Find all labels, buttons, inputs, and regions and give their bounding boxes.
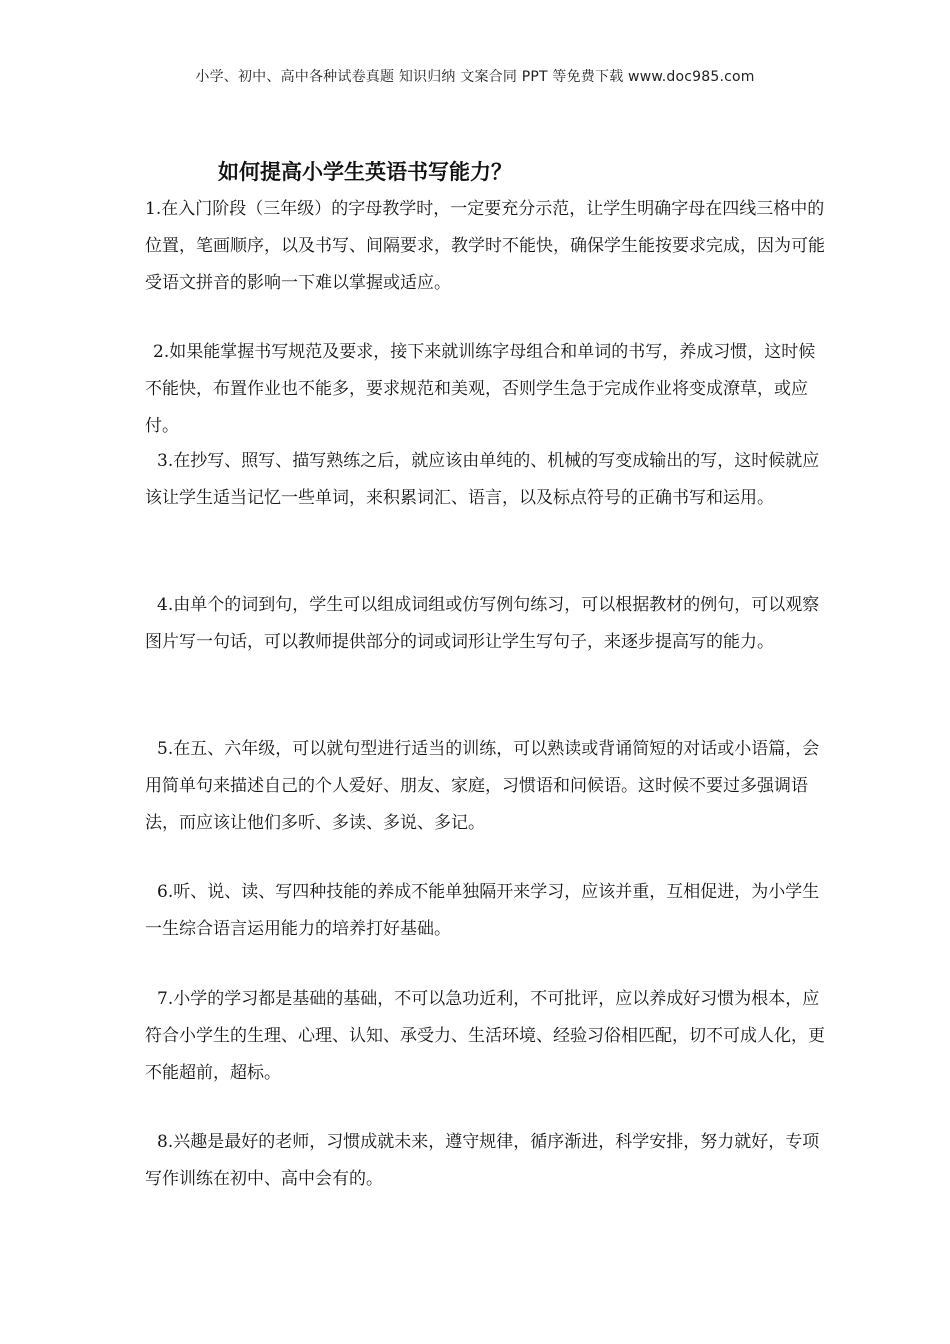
document-title: 如何提高小学生英语书写能力？ — [218, 160, 512, 184]
paragraph-5: 5.在五、六年级，可以就句型进行适当的训练，可以熟读或背诵简短的对话或小语篇，会用简单句来描述自己的个人爱好、朋友、家庭，习惯语和问候语。这时候不要过多强调语法，而应该让他们多听、多读、多说、多记。 — [145, 739, 820, 833]
paragraph-1: 1.在入门阶段（三年级）的字母教学时，一定要充分示范，让学生明确字母在四线三格中的位置，笔画顺序，以及书写、间隔要求，教学时不能快，确保学生能按要求完成，因为可能受语文拼音的影响一下难以掌握或适应。 — [145, 199, 825, 293]
paragraph-7: 7.小学的学习都是基础的基础，不可以急功近利，不可批评，应以养成好习惯为根本，应符合小学生的生理、心理、认知、承受力、生活环境、经验习俗相匹配，切不可成人化，更不能超前，超标。 — [145, 989, 825, 1083]
paragraph-4: 4.由单个的词到句，学生可以组成词组或仿写例句练习，可以根据教材的例句，可以观察图片写一句话，可以教师提供部分的词或词形让学生写句子，来逐步提高写的能力。 — [145, 595, 820, 652]
paragraph-8: 8.兴趣是最好的老师，习惯成就未来，遵守规律，循序渐进，科学安排，努力就好，专项写作训练在初中、高中会有的。 — [145, 1132, 820, 1189]
paragraph-2: 2.如果能掌握书写规范及要求，接下来就训练字母组合和单词的书写，养成习惯，这时候不能快，布置作业也不能多，要求规范和美观，否则学生急于完成作业将变成潦草，或应付。 — [145, 342, 816, 436]
paragraph-6: 6.听、说、读、写四种技能的养成不能单独隔开来学习，应该并重，互相促进，为小学生一生综合语言运用能力的培养打好基础。 — [145, 882, 820, 939]
page-header: 小学、初中、高中各种试卷真题 知识归纳 文案合同 PPT 等免费下载 www.doc985.com — [195, 69, 755, 85]
paragraph-3: 3.在抄写、照写、描写熟练之后，就应该由单纯的、机械的写变成输出的写，这时候就应该让学生适当记忆一些单词，来积累词汇、语言，以及标点符号的正确书写和运用。 — [145, 451, 820, 508]
